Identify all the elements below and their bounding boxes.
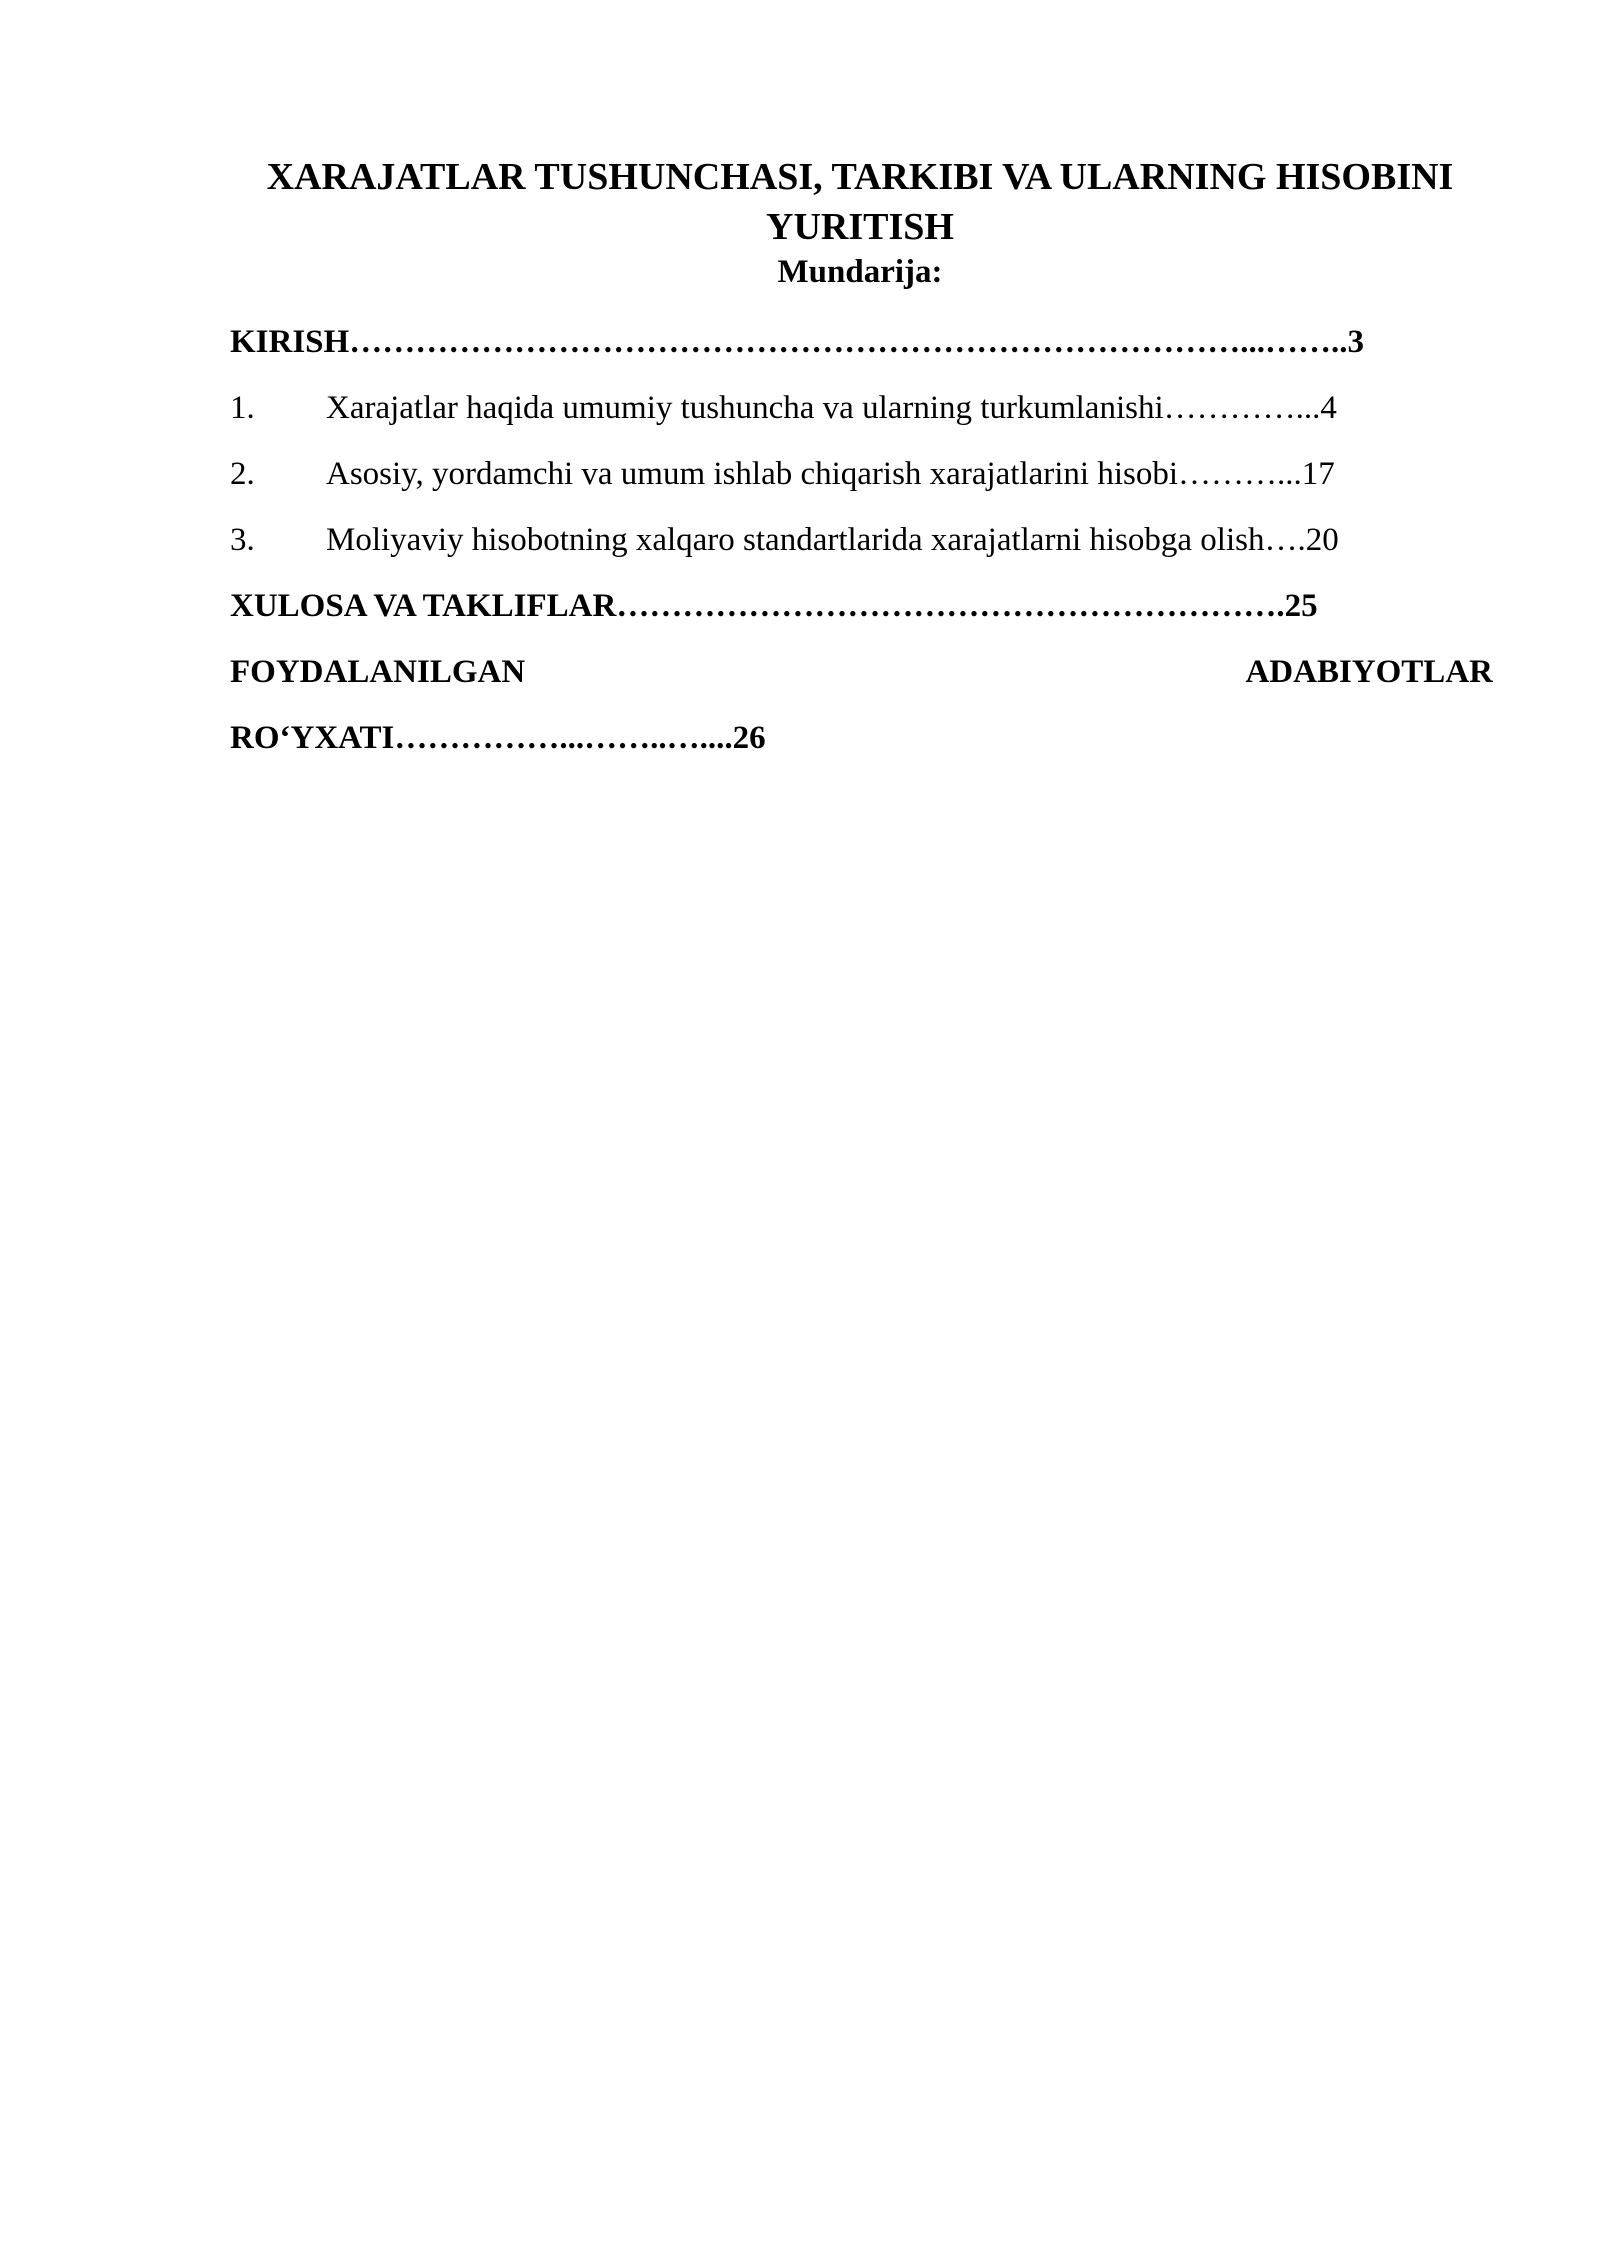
toc-item-chapter-2 (230, 450, 1493, 516)
toc-item-text: Xarajatlar haqida umumiy tushuncha va ularning turkumlanishi…………...4 (326, 390, 1337, 426)
toc-item-number: 1. (230, 390, 255, 426)
document-title: XARAJATLAR TUSHUNCHASI, TARKIBI VA ULARNING HISOBINI YURITISH (266, 156, 1454, 248)
toc-item-number: 3. (230, 522, 255, 558)
toc-item-chapter-1 (230, 384, 1493, 450)
toc-references-right: ADABIYOTLAR (1245, 654, 1493, 690)
toc-item-chapter-3 (230, 516, 1493, 582)
toc-item-number: 2. (230, 456, 255, 492)
toc-item-text: Asosiy, yordamchi va umum ishlab chiqarish xarajatlarini hisobi………...17 (326, 456, 1335, 492)
title-block (230, 152, 1490, 292)
table-of-contents (230, 318, 1493, 780)
toc-heading: Mundarija: (777, 254, 943, 290)
toc-item-text: Moliyaviy hisobotning xalqaro standartlarida xarajatlarni hisobga olish….20 (326, 522, 1339, 558)
toc-item-conclusion: XULOSA VA TAKLIFLAR…………………………………………………….25 (230, 588, 1318, 624)
toc-item-references (230, 648, 1493, 714)
toc-item-references-continued: RO‘YXATI……………...……..…....26 (230, 720, 766, 756)
toc-references-left: FOYDALANILGAN (230, 654, 526, 690)
toc-item-intro: KIRISH………………………………………………………………………...……..3 (230, 324, 1364, 360)
